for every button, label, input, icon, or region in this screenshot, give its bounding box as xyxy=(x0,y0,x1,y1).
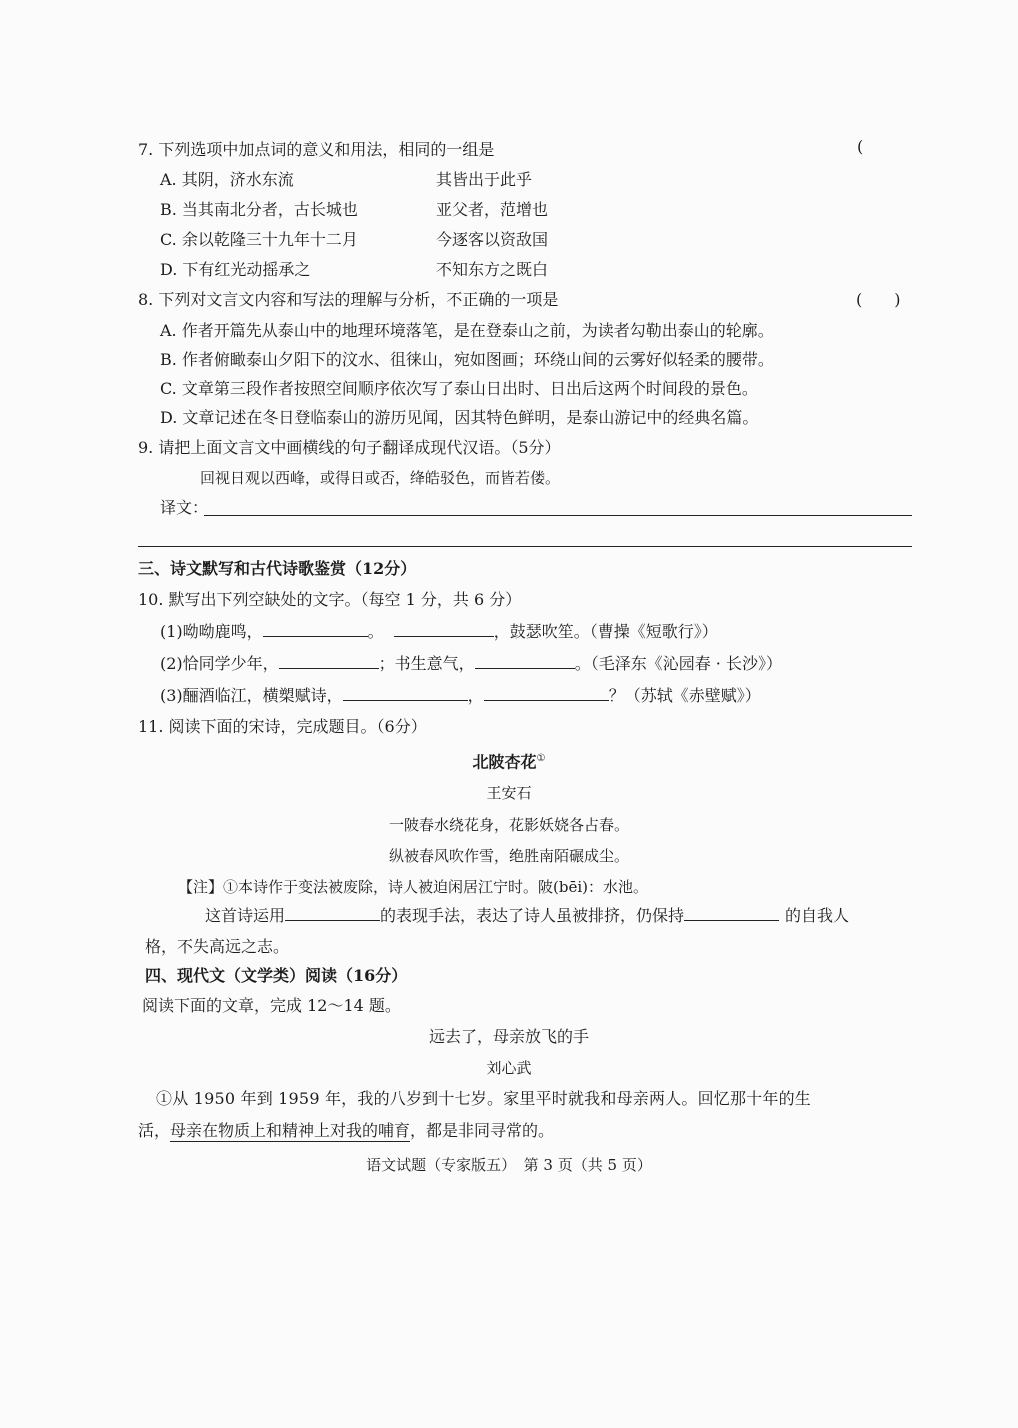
q11-task-text-c: 的自我人 xyxy=(785,906,850,925)
q10-blank-2[interactable] xyxy=(394,620,494,637)
q7-stem: 7. 下列选项中加点词的意义和用法，相同的一组是 xyxy=(138,140,495,159)
q9-stem: 9. 请把上面文言文中画横线的句子翻译成现代汉语。（5分） xyxy=(138,438,561,457)
q11-task-line-1 xyxy=(205,904,849,927)
article-author: 刘心武 xyxy=(486,1059,532,1077)
para1-underlined-phrase: 母亲在物质上和精神上对我的哺育 xyxy=(170,1121,411,1140)
para1-text-c: ，都是非同寻常的。 xyxy=(410,1121,555,1140)
q7-option-b-left: B. 当其南北分者，古长城也 xyxy=(160,200,358,219)
section3-title: 三、诗文默写和古代诗歌鉴赏（12分） xyxy=(138,559,417,578)
q10-item-1 xyxy=(160,620,718,643)
poem-title-line xyxy=(0,748,1018,773)
q7-option-d-left: D. 下有红光动摇承之 xyxy=(160,260,311,279)
q7-option-a-left: A. 其阴，济水东流 xyxy=(160,170,294,189)
q9-answer-label: 译文： xyxy=(160,498,209,517)
q10-item-1-text-a: (1)呦呦鹿鸣， xyxy=(160,622,263,641)
q10-item-1-text-c: ，鼓瑟吹笙。（曹操《短歌行》） xyxy=(493,622,718,641)
poem-note-marker: ① xyxy=(536,753,546,764)
para1-text-a: 活， xyxy=(138,1121,171,1140)
q10-blank-1[interactable] xyxy=(263,620,368,637)
q7-option-c-right: 今逐客以资敌国 xyxy=(436,230,549,249)
q10-item-2-text-a: (2)恰同学少年， xyxy=(160,654,279,673)
q8-option-c: C. 文章第三段作者按照空间顺序依次写了泰山日出时、日出后这两个时间段的景色。 xyxy=(160,379,758,398)
q11-blank-2[interactable] xyxy=(684,904,779,921)
q10-item-2 xyxy=(160,652,782,675)
q10-item-3-text-b: ， xyxy=(467,686,484,705)
q10-blank-4[interactable] xyxy=(475,652,575,669)
q11-stem: 11. 阅读下面的宋诗，完成题目。（6分） xyxy=(138,717,427,736)
q11-blank-1[interactable] xyxy=(285,904,380,921)
q9-sentence: 回视日观以西峰，或得日或否，绛皓驳色，而皆若偻。 xyxy=(200,469,561,487)
section4-instruction: 阅读下面的文章，完成 12～14 题。 xyxy=(142,996,401,1015)
q9-answer-line-1[interactable] xyxy=(204,515,912,516)
q8-option-a: A. 作者开篇先从泰山中的地理环境落笔，是在登泰山之前，为读者勾勒出泰山的轮廓。 xyxy=(160,321,774,340)
q10-item-3-text-c: ？（苏轼《赤壁赋》） xyxy=(608,686,761,705)
q8-answer-paren: ( ) xyxy=(856,290,901,309)
poem-line-1: 一陂春水绕花身，花影妖娆各占春。 xyxy=(388,816,629,834)
q8-stem: 8. 下列对文言文内容和写法的理解与分析，不正确的一项是 xyxy=(138,290,559,309)
q10-blank-5[interactable] xyxy=(343,684,468,701)
poem-note: 【注】①本诗作于变法被废除，诗人被迫闲居江宁时。陂(bēi)：水池。 xyxy=(178,878,648,896)
article-paragraph-1-line-1: ①从 1950 年到 1959 年，我的八岁到十七岁。家里平时就我和母亲两人。回忆那十年的生 xyxy=(156,1089,811,1108)
poem-line-2: 纵被春风吹作雪，绝胜南陌碾成尘。 xyxy=(388,847,629,865)
q7-option-a-right: 其皆出于此乎 xyxy=(436,170,533,189)
q11-task-text-b: 的表现手法，表达了诗人虽被排挤，仍保持 xyxy=(380,906,685,925)
q10-item-2-text-b: ；书生意气， xyxy=(378,654,475,673)
q9-answer-line-2[interactable] xyxy=(138,546,912,547)
q10-blank-6[interactable] xyxy=(484,684,609,701)
q7-option-d-right: 不知东方之既白 xyxy=(436,260,549,279)
section4-title: 四、现代文（文学类）阅读（16分） xyxy=(145,966,408,985)
q7-option-b-right: 亚父者，范增也 xyxy=(436,200,549,219)
article-paragraph-1-line-2 xyxy=(138,1120,554,1142)
q10-item-3 xyxy=(160,684,761,707)
q11-task-text-a: 这首诗运用 xyxy=(205,906,286,925)
q10-item-1-text-b: 。 xyxy=(367,622,384,641)
article-title: 远去了，母亲放飞的手 xyxy=(428,1027,589,1046)
q10-item-2-text-c: 。（毛泽东《沁园春 · 长沙》） xyxy=(574,654,782,673)
q8-option-b: B. 作者俯瞰泰山夕阳下的汶水、徂徕山，宛如图画；环绕山间的云雾好似轻柔的腰带。 xyxy=(160,350,774,369)
q7-option-c-left: C. 余以乾隆三十九年十二月 xyxy=(160,230,358,249)
page-footer: 语文试题（专家版五） 第 3 页（共 5 页） xyxy=(366,1156,652,1174)
poem-author: 王安石 xyxy=(486,784,532,802)
q11-task-line-2: 格，不失高远之志。 xyxy=(145,937,290,956)
q7-answer-paren: ( xyxy=(857,137,864,156)
q10-blank-3[interactable] xyxy=(279,652,379,669)
poem-title: 北陂杏花 xyxy=(472,752,537,772)
q10-stem: 10. 默写出下列空缺处的文字。（每空 1 分，共 6 分） xyxy=(138,590,522,609)
q8-option-d: D. 文章记述在冬日登临泰山的游历见闻，因其特色鲜明，是泰山游记中的经典名篇。 xyxy=(160,408,759,427)
q10-item-3-text-a: (3)酾酒临江，横槊赋诗， xyxy=(160,686,343,705)
